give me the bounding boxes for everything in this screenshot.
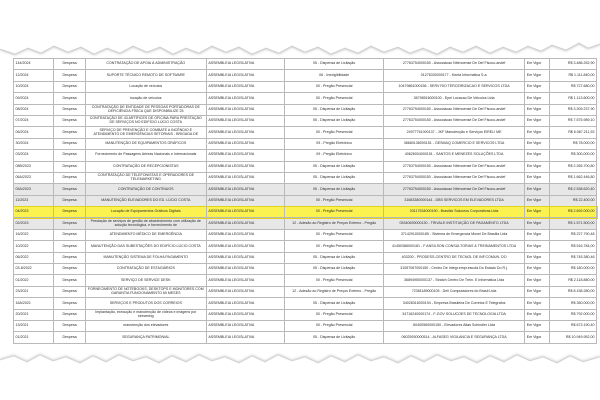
cell-vendor: 27763754000150 - Associacao Nitenoense De Def Fisoco-andef <box>383 59 524 70</box>
table-row <box>14 195 597 206</box>
cell-status: Em Vigor <box>525 81 550 92</box>
cell-date: 09/2024 <box>14 93 54 104</box>
cell-object: ATENDIMENTO MÉDICO DE EMERGÊNCIA <box>85 229 206 240</box>
cell-modality: 05 - Dispensa de Licitação <box>285 264 384 275</box>
cell-entity: ASSEMBLEIA LEGISLATIVA <box>206 70 284 81</box>
cell-status: Em Vigor <box>525 332 550 343</box>
cell-entity: ASSEMBLEIA LEGISLATIVA <box>206 229 284 240</box>
cell-type: Despesa <box>54 309 85 320</box>
cell-value: R$ 22.400,00 <box>549 195 596 206</box>
cell-vendor: 03117534000190 - Brasilsk Soluceos Corporativas Ltda <box>383 207 524 218</box>
cell-value: R$ 78.000,00 <box>549 138 596 149</box>
cell-date: 12/2024 <box>14 70 54 81</box>
cell-date: 02/2023 <box>14 218 54 229</box>
cell-type: Despesa <box>54 218 85 229</box>
cell-vendor: 24977761000137 - JKF Manutenção e Serviços EIRELI ME <box>383 127 524 138</box>
cell-date: 01/2021 <box>14 332 54 343</box>
cell-value: R$ 3.486.252,90 <box>549 59 596 70</box>
cell-status: Em Vigor <box>525 195 550 206</box>
cell-modality: 00 - Pregão Presencial <box>285 320 384 331</box>
cell-entity: ASSEMBLEIA LEGISLATIVA <box>206 81 284 92</box>
cell-status: Em Vigor <box>525 184 550 195</box>
cell-type: Despesa <box>54 172 85 183</box>
cell-status: Em Vigor <box>525 150 550 161</box>
cell-vendor: 34716240000174 - F-GOV SOLUCOES DE TECNOLOGIA LTDA <box>383 309 524 320</box>
cell-status: Em Vigor <box>525 172 550 183</box>
cell-type: Despesa <box>54 81 85 92</box>
table-row <box>14 309 597 320</box>
cell-entity: ASSEMBLEIA LEGISLATIVA <box>206 298 284 309</box>
cell-type: Despesa <box>54 70 85 81</box>
cell-date: 23/2021 <box>14 286 54 297</box>
table-row <box>14 332 597 343</box>
table-row <box>14 127 597 138</box>
cell-status: Em Vigor <box>525 320 550 331</box>
cell-modality: 00 - Pregão Presencial <box>285 81 384 92</box>
table-row <box>14 138 597 149</box>
cell-entity: ASSEMBLEIA LEGISLATIVA <box>206 332 284 343</box>
cell-vendor: 31057067000150 - Centro De Integr.empr.escola Do Estado Do R.j. <box>383 264 524 275</box>
table-row <box>14 252 597 263</box>
torn-paper-bottom-edge <box>0 350 600 400</box>
cell-status: Em Vigor <box>525 207 550 218</box>
cell-vendor: 37142910000185 - Sistema de Emergencia Movel De Brasilia Ltda <box>383 229 524 240</box>
cell-date: 11/2023 <box>14 195 54 206</box>
cell-date: 03/2024 <box>14 150 54 161</box>
cell-entity: ASSEMBLEIA LEGISLATIVA <box>206 252 284 263</box>
cell-vendor: 27763754000150 - Associacao Nitenoense De Def Fisoco-andef <box>383 161 524 172</box>
cell-object: CONTRATAÇÃO DE ESTAGIÁRIOS <box>85 264 206 275</box>
cell-entity: ASSEMBLEIA LEGISLATIVA <box>206 320 284 331</box>
cell-date: 144/2024 <box>14 59 54 70</box>
cell-date: 16/2022 <box>14 229 54 240</box>
cell-modality: 00 - Pregão Presencial <box>285 229 384 240</box>
cell-value: R$ 516.784,00 <box>549 241 596 252</box>
cell-type: Despesa <box>54 184 85 195</box>
cell-status: Em Vigor <box>525 218 550 229</box>
cell-modality: 09 - Pregão Eletrônico <box>285 150 384 161</box>
cell-vendor: 10479861000156 - SERV RIO TERCEIRIZACAO E SERVICOS LTDA <box>383 81 524 92</box>
cell-modality: 00 - Pregão Presencial <box>285 127 384 138</box>
cell-object: Prestação de serviços de gestão de abastecimento com utilização de solução tecnológica, e fornecimento de <box>85 218 206 229</box>
cell-object: locação de veículos <box>85 93 206 104</box>
cell-modality: 00 - Pregão Presencial <box>285 195 384 206</box>
cell-entity: ASSEMBLEIA LEGISLATIVA <box>206 264 284 275</box>
torn-paper-top-edge <box>0 0 600 62</box>
cell-entity: ASSEMBLEIA LEGISLATIVA <box>206 138 284 149</box>
table-row <box>14 172 597 183</box>
cell-date: 05A/2023 <box>14 184 54 195</box>
cell-entity: ASSEMBLEIA LEGISLATIVA <box>206 115 284 126</box>
table-row <box>14 150 597 161</box>
cell-status: Em Vigor <box>525 70 550 81</box>
cell-type: Despesa <box>54 138 85 149</box>
cell-entity: ASSEMBLEIA LEGISLATIVA <box>206 150 284 161</box>
cell-value: R$ 300.000,00 <box>549 150 596 161</box>
cell-type: Despesa <box>54 104 85 115</box>
cell-value: R$ 745.380,46 <box>549 252 596 263</box>
cell-type: Despesa <box>54 320 85 331</box>
cell-type: Despesa <box>54 229 85 240</box>
cell-value: R$ 6.067.211,53 <box>549 127 596 138</box>
cell-entity: ASSEMBLEIA LEGISLATIVA <box>206 309 284 320</box>
cell-modality: 05 - Dispensa de Licitação <box>285 115 384 126</box>
cell-type: Despesa <box>54 127 85 138</box>
cell-modality: 12 - Adesão ao Registro de Preços Externo - Pregão <box>285 218 384 229</box>
table-row <box>14 70 597 81</box>
cell-status: Em Vigor <box>525 104 550 115</box>
cell-date: 16A/2021 <box>14 298 54 309</box>
cell-date: 06/2022 <box>14 252 54 263</box>
cell-vendor: 01276330000177 - Kenta Informática S.a. <box>383 70 524 81</box>
table-row <box>14 241 597 252</box>
cell-entity: ASSEMBLEIA LEGISLATIVA <box>206 241 284 252</box>
table-row <box>14 264 597 275</box>
cell-modality: 00 - Pregão Presencial <box>285 241 384 252</box>
cell-object: SUPORTE TÉCNICO REMOTO DE SOFTWARE <box>85 70 206 81</box>
cell-vendor: 27763754000150 - Associacao Nitenoense De Def Fisoco-andef <box>383 172 524 183</box>
cell-vendor: 05340639000130 - TRIVALE INSTITUIÇÃO DE PAGAMENTO LTDA <box>383 218 524 229</box>
cell-vendor: 34028316000194 - Empresa Brasileira De Correios E Telegrafos <box>383 298 524 309</box>
cell-type: Despesa <box>54 150 85 161</box>
cell-entity: ASSEMBLEIA LEGISLATIVA <box>206 218 284 229</box>
cell-date: 06A/2023 <box>14 172 54 183</box>
cell-modality: 05 - Dispensa de Licitação <box>285 332 384 343</box>
cell-entity: ASSEMBLEIA LEGISLATIVA <box>206 161 284 172</box>
cell-status: Em Vigor <box>525 241 550 252</box>
document-sheet <box>5 58 595 358</box>
cell-entity: ASSEMBLEIA LEGISLATIVA <box>206 286 284 297</box>
cell-vendor: 36894950000137 - Stratch Centro De Trein. E Informatica Ltda <box>383 275 524 286</box>
cell-type: Despesa <box>54 207 85 218</box>
cell-type: Despesa <box>54 286 85 297</box>
cell-value: R$ 7.575.989,10 <box>549 115 596 126</box>
table-row <box>14 286 597 297</box>
cell-date: 06/2024 <box>14 127 54 138</box>
cell-date: 10/2022 <box>14 241 54 252</box>
cell-modality: 00 - Pregão Presencial <box>285 309 384 320</box>
cell-object: SERVIÇO DE SERVICE DESK <box>85 275 206 286</box>
cell-object: SERVIÇO DE PREVENÇÃO E COMBATE A INCÊNDIO E ATENDIMENTO DE EMERGÊNCIAS SETORIAIS - BRIGADA DE <box>85 127 206 138</box>
cell-object: CONTRATAÇÃO DE RECEPCIONISTAS <box>85 161 206 172</box>
cell-vendor: 41450386000181 - F ANSILSON CONSULTORIAS & TREINAMENTOS LTDA <box>383 241 524 252</box>
cell-vendor: 31683380000144 - DBS SERVICOS EM ELEVADORES LTDA <box>383 195 524 206</box>
cell-modality: 00 - Pregão Presencial <box>285 275 384 286</box>
cell-status: Em Vigor <box>525 138 550 149</box>
cell-entity: ASSEMBLEIA LEGISLATIVA <box>206 59 284 70</box>
cell-type: Despesa <box>54 93 85 104</box>
cell-status: Em Vigor <box>525 161 550 172</box>
cell-vendor: 36798516000100 - Epel Locacao De Veiculos Ltda <box>383 93 524 104</box>
cell-value: R$ 1.571.500,00 <box>549 218 596 229</box>
contracts-table <box>13 58 597 344</box>
cell-value: R$ 792.000,00 <box>549 309 596 320</box>
table-row-highlighted <box>14 207 597 218</box>
cell-modality: 00 - Pregão Presencial <box>285 207 384 218</box>
cell-date: 04/2023 <box>14 207 54 218</box>
table-row <box>14 93 597 104</box>
cell-vendor: 40626004000151 - SANTOS E MENEZES SOLUÇÕES LTDA <box>383 150 524 161</box>
cell-vendor: 06025930000514 - ALFASEG VIGILANCIA E SEGURANÇA LTDA <box>383 332 524 343</box>
cell-modality: 12 - Adesão ao Registro de Preços Externo - Pregão <box>285 286 384 297</box>
cell-date: 03-8/2022 <box>14 264 54 275</box>
cell-object: MANUTENÇÃO SISTEMA DE FOLHA PAGAMENTO <box>85 252 206 263</box>
cell-modality: 05 - Dispensa de Licitação <box>285 161 384 172</box>
cell-status: Em Vigor <box>525 115 550 126</box>
cell-object: Locação de veículos <box>85 81 206 92</box>
table-row <box>14 229 597 240</box>
cell-vendor: 60400560000150 - Elevadores Atlas Schindler Ltda <box>383 320 524 331</box>
cell-value: R$ 727.680,00 <box>549 81 596 92</box>
cell-status: Em Vigor <box>525 93 550 104</box>
cell-date: 07/2024 <box>14 115 54 126</box>
cell-vendor: 27763754000150 - Associacao Nitenoense De Def Fisoco-andef <box>383 184 524 195</box>
cell-type: Despesa <box>54 115 85 126</box>
cell-object: Locação de Equipamentos Gráficos Digitais <box>85 207 206 218</box>
cell-modality: 09 - Pregão Eletrônico <box>285 138 384 149</box>
cell-modality: 05 - Dispensa de Licitação <box>285 252 384 263</box>
cell-value: R$ 2.265.700,80 <box>549 161 596 172</box>
cell-value: R$ 350.000,00 <box>549 298 596 309</box>
cell-status: Em Vigor <box>525 275 550 286</box>
cell-value: R$ 1.662.446,80 <box>549 172 596 183</box>
cell-status: Em Vigor <box>525 59 550 70</box>
cell-date: 08/2024 <box>14 104 54 115</box>
cell-type: Despesa <box>54 161 85 172</box>
cell-type: Despesa <box>54 59 85 70</box>
cell-type: Despesa <box>54 195 85 206</box>
cell-modality: 05 - Dispensa de Licitação <box>285 172 384 183</box>
cell-type: Despesa <box>54 298 85 309</box>
cell-entity: ASSEMBLEIA LEGISLATIVA <box>206 275 284 286</box>
cell-object: SEGURANÇA PATRIMONIAL <box>85 332 206 343</box>
table-row <box>14 104 597 115</box>
cell-modality: 06 - Inexigibilidade <box>285 70 384 81</box>
table-row <box>14 81 597 92</box>
cell-object: Implantação, execução e manutenção de vídeos e imagens por streaming <box>85 309 206 320</box>
cell-date: 30/2024 <box>14 138 54 149</box>
cell-object: manutenção dos elevadores <box>85 320 206 331</box>
table-row <box>14 275 597 286</box>
cell-vendor: 27763754000150 - Associacao Nitenoense De Def Fisoco-andef <box>383 115 524 126</box>
cell-date: 10/2024 <box>14 81 54 92</box>
cell-entity: ASSEMBLEIA LEGISLATIVA <box>206 207 284 218</box>
cell-date: 13/2021 <box>14 320 54 331</box>
table-row <box>14 161 597 172</box>
cell-value: R$ 227.790,48 <box>549 229 596 240</box>
cell-vendor: 72381189000105 - Dell Computadores do Brasil Ltda <box>383 286 524 297</box>
cell-vendor: 403200 - PRODESS-CENTRO DE TECNOL DE INF.COMUN. DO <box>383 252 524 263</box>
cell-status: Em Vigor <box>525 298 550 309</box>
cell-entity: ASSEMBLEIA LEGISLATIVA <box>206 184 284 195</box>
cell-value: R$ 1.111.840,00 <box>549 70 596 81</box>
cell-vendor: 27763754000150 - Associacao Nitenoense De Def Fisoco-andef <box>383 104 524 115</box>
cell-value: R$ 8.158.280,00 <box>549 286 596 297</box>
cell-type: Despesa <box>54 252 85 263</box>
cell-value: R$ 1.113.600,00 <box>549 93 596 104</box>
cell-value: R$ 2.538.620,40 <box>549 184 596 195</box>
table-row <box>14 184 597 195</box>
cell-date: 08B/2023 <box>14 161 54 172</box>
cell-status: Em Vigor <box>525 286 550 297</box>
cell-value: R$ 2.692.000,00 <box>549 207 596 218</box>
cell-value: R$ 2.118.880,00 <box>549 275 596 286</box>
cell-type: Despesa <box>54 275 85 286</box>
cell-status: Em Vigor <box>525 127 550 138</box>
cell-vendor: 38680138000151 - GESMAQ COMERCIO E SERVICOS LTDA <box>383 138 524 149</box>
cell-modality: 05 - Dispensa de Licitação <box>285 104 384 115</box>
cell-entity: ASSEMBLEIA LEGISLATIVA <box>206 195 284 206</box>
cell-value: R$ 180.000,00 <box>549 264 596 275</box>
cell-object: CONTRATAÇÃO DE APOIA À ADMINISTRAÇÃO <box>85 59 206 70</box>
cell-entity: ASSEMBLEIA LEGISLATIVA <box>206 104 284 115</box>
cell-value: R$ 10.949.952,00 <box>549 332 596 343</box>
cell-object: CONTRATAÇÃO DE ENTIDADE DE PESSOAS PORTADORAS DE DEFICIÊNCIA FÍSICA QUE DISPONIBILIZE 25 <box>85 104 206 115</box>
cell-value: R$ 673.190,40 <box>549 320 596 331</box>
cell-date: 01/2022 <box>14 275 54 286</box>
contracts-table-body <box>14 59 597 344</box>
cell-object: MANUTENÇÃO DAS SUBESTAÇÕES DO EDIFÍCIO LÚCIO COSTA <box>85 241 206 252</box>
cell-status: Em Vigor <box>525 264 550 275</box>
cell-type: Despesa <box>54 332 85 343</box>
cell-value: R$ 3.309.237,90 <box>549 104 596 115</box>
cell-object: CONTRATAÇÃO DE TELEFONISTAS E OPERADORES DE TELEMARKETING <box>85 172 206 183</box>
cell-date: 20/2021 <box>14 309 54 320</box>
cell-object: CONTRATAÇÃO DE CONTÍNUOS <box>85 184 206 195</box>
cell-entity: ASSEMBLEIA LEGISLATIVA <box>206 172 284 183</box>
cell-status: Em Vigor <box>525 252 550 263</box>
table-row <box>14 218 597 229</box>
cell-status: Em Vigor <box>525 309 550 320</box>
cell-modality: 05 - Dispensa de Licitação <box>285 184 384 195</box>
cell-modality: 05 - Dispensa de Licitação <box>285 298 384 309</box>
cell-type: Despesa <box>54 264 85 275</box>
cell-modality: 05 - Dispensa de Licitação <box>285 59 384 70</box>
table-row <box>14 115 597 126</box>
table-row <box>14 298 597 309</box>
table-row <box>14 320 597 331</box>
cell-object: MANUTENÇÃO ELEVADORES DO ED. LÚCIO COSTA <box>85 195 206 206</box>
cell-type: Despesa <box>54 241 85 252</box>
cell-object: Fornecimento de Passagens Aéreas Nacionais e Internacionais <box>85 150 206 161</box>
cell-entity: ASSEMBLEIA LEGISLATIVA <box>206 127 284 138</box>
cell-object: CONTRATAÇÃO DE 43 ARTÍFICES DE OFICINA PARA PRESTAÇÃO DE SERVIÇOS NO EDIFÍCIO LÚCIO COSTA <box>85 115 206 126</box>
cell-status: Em Vigor <box>525 229 550 240</box>
cell-object: FORNECIMENTO DE NOTEBOOKS, DESKTOPS E MONITORES COM GARANTIA FUNCIONAMENTO 60 MESES <box>85 286 206 297</box>
cell-entity: ASSEMBLEIA LEGISLATIVA <box>206 93 284 104</box>
cell-object: MANUTENÇÃO DE EQUIPAMENTOS GRÁFICOS <box>85 138 206 149</box>
cell-modality: 00 - Pregão Presencial <box>285 93 384 104</box>
cell-object: SERVIÇOS E PRODUTOS DOS CORREIOS <box>85 298 206 309</box>
